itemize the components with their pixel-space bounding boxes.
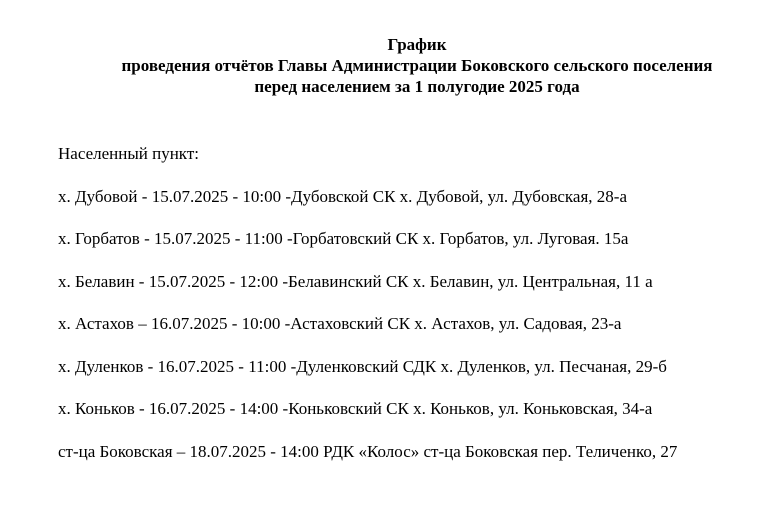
- schedule-entry: х. Белавин - 15.07.2025 - 12:00 -Белавинский СК х. Белавин, ул. Центральная, 11 а: [58, 271, 653, 291]
- schedule-entry: х. Горбатов - 15.07.2025 - 11:00 -Горбатовский СК х. Горбатов, ул. Луговая. 15а: [58, 229, 629, 248]
- schedule-intro: Населенный пункт:: [58, 144, 199, 163]
- schedule-entry: х. Дуленков - 16.07.2025 - 11:00 -Дуленковский СДК х. Дуленков, ул. Песчаная, 29-б: [58, 356, 667, 376]
- document-subtitle-line-1: проведения отчётов Главы Администрации Боковского сельского поселения: [121, 56, 713, 75]
- document-title: График: [387, 35, 447, 54]
- schedule-entry: х. Коньков - 16.07.2025 - 14:00 -Коньковский СК х. Коньков, ул. Коньковская, 34-а: [58, 399, 653, 418]
- schedule-entry: ст-ца Боковская – 18.07.2025 - 14:00 РДК «Колос» ст-ца Боковская пер. Теличенко, 27: [58, 441, 678, 461]
- schedule-entry: х. Дубовой - 15.07.2025 - 10:00 -Дубовской СК х. Дубовой, ул. Дубовская, 28-а: [58, 186, 627, 206]
- document-subtitle-line-2: перед населением за 1 полугодие 2025 года: [254, 77, 580, 96]
- document-header: [0, 34, 782, 97]
- schedule-entry: х. Астахов – 16.07.2025 - 10:00 -Астаховский СК х. Астахов, ул. Садовая, 23-а: [58, 314, 622, 333]
- schedule-list: [58, 144, 677, 484]
